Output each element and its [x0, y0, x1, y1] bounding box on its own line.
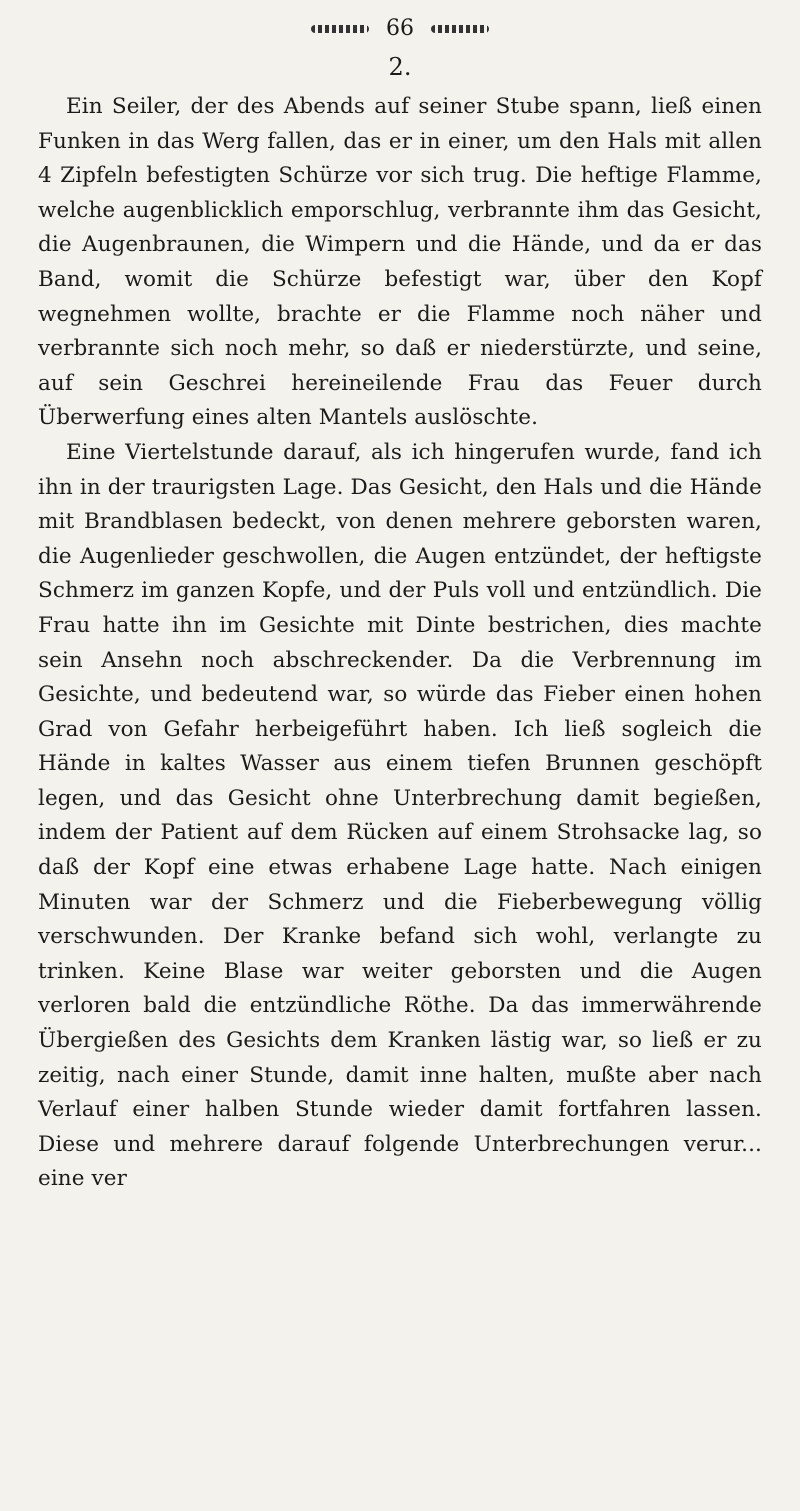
right-ornament-icon [431, 25, 489, 33]
paragraph-2: Eine Viertelstunde darauf, als ich hingerufen wurde, fand ich ihn in der traurigsten Lage. Das Gesicht, den Hals und die Hände mit Brandblasen bedeckt, von denen mehrere geborsten waren, die Augenlieder geschwollen, die Augen entzündet, der heftigste Schmerz im ganzen Kopfe, und der Puls voll und entzündlich. Die Frau hatte ihn im Gesichte mit Dinte bestrichen, dies machte sein Ansehn noch abschreckender. Da die Verbrennung im Gesichte, und bedeutend war, so würde das Fieber einen hohen Grad von Gefahr herbeigeführt haben. Ich ließ sogleich die Hände in kaltes Wasser aus einem tiefen Brunnen geschöpft legen, und das Gesicht ohne Unterbrechung damit begießen, indem der Patient auf dem Rücken auf einem Strohsacke lag, so daß der Kopf eine etwas erhabene Lage hatte. Nach einigen Minuten war der Schmerz und die Fieberbewegung völlig verschwunden. Der Kranke befand sich wohl, verlangte zu trinken. Keine Blase war weiter geborsten und die Augen verloren bald die entzündliche Röthe. Da das immerwährende Übergießen des Gesichts dem Kranken lästig war, so ließ er zu zeitig, nach einer Stunde, damit inne halten, mußte aber nach Verlauf einer halben Stunde wieder damit fortfahren lassen. Diese und mehrere darauf folgende Unterbrechungen verur... eine ver [38, 439, 762, 1192]
page-number: 66 [386, 16, 414, 41]
running-head [38, 14, 762, 44]
paragraph-1: Ein Seiler, der des Abends auf seiner Stube spann, ließ einen Funken in das Werg fallen, das er in einer, um den Hals mit allen 4 Zipfeln befestigten Schürze vor sich trug. Die heftige Flamme, welche augenblicklich emporschlug, verbrannte ihm das Gesicht, die Augenbraunen, die Wimpern und die Hände, und da er das Band, womit die Schürze befestigt war, über den Kopf wegnehmen wollte, brachte er die Flamme noch näher und verbrannte sich noch mehr, so daß er niederstürzte, und seine, auf sein Geschrei hereineilende Frau das Feuer durch Überwerfung eines alten Mantels auslöschte. [38, 94, 762, 431]
left-ornament-icon [311, 25, 369, 33]
section-number: 2. [388, 53, 412, 81]
body-text [38, 90, 762, 1197]
